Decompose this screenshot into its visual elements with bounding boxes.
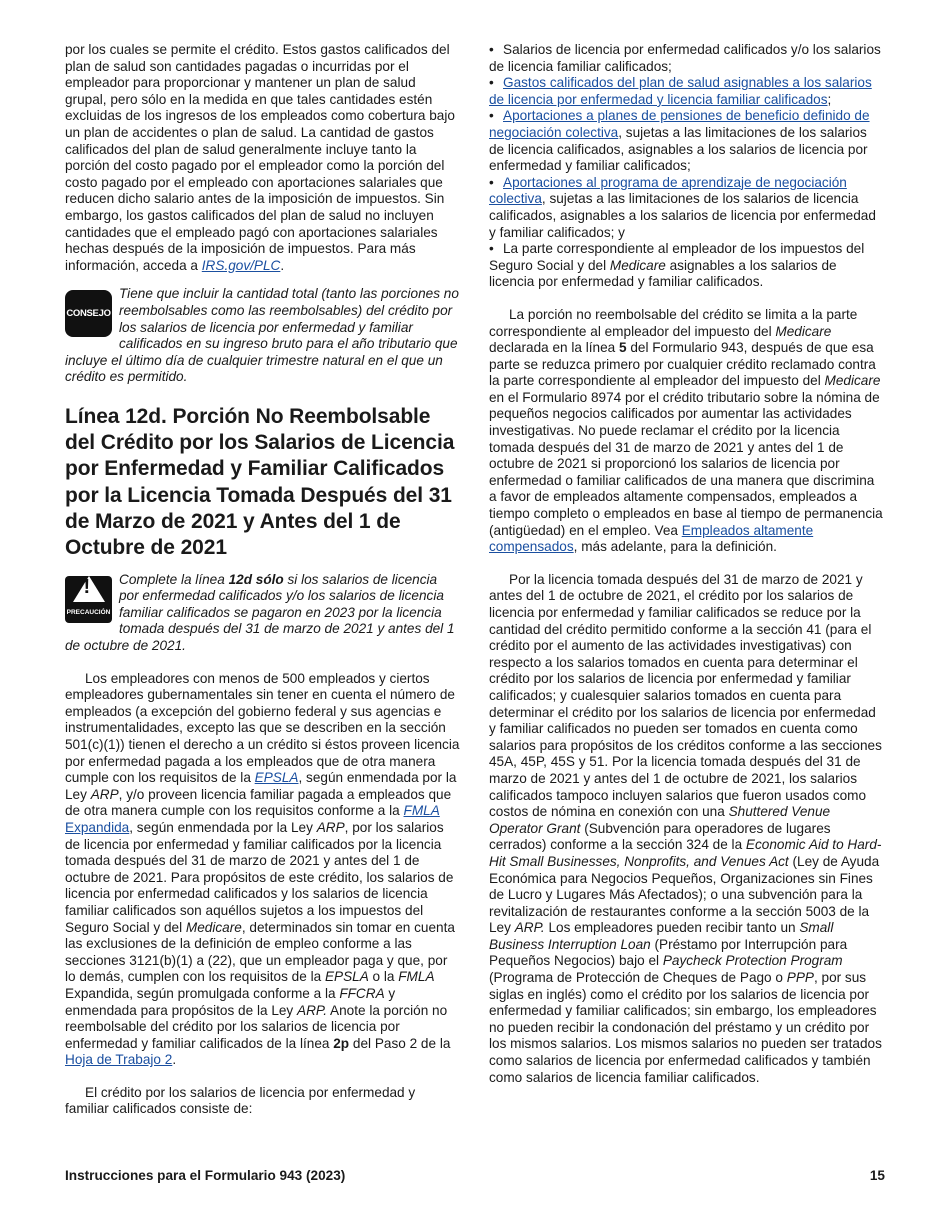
credit-components-list xyxy=(489,42,885,291)
paragraph-credit-reduction: Por la licencia tomada después del 31 de marzo de 2021 y antes del 1 de octubre de 2021, el crédito por los salarios de licencia por enfermedad y familiar calificados se reduce por la cantidad del crédito permitido conforme a la sección 41 (para el crédito por el aumento de las actividades investigativas) con respecto a los salarios tomados en cuenta para determinar el crédito por los salarios de licencia por enfermedad y familiar calificados; y cualesquier salarios tomados en cuenta para determinar el crédito por los salarios de licencia por enfermedad y familiar calificados no pueden ser tomados en cuenta como salarios para propósitos de los créditos conforme a las secciones 45A, 45P, 45S y 51. Por la licencia tomada después del 31 de marzo de 2021 y antes del 1 de octubre de 2021, los salarios calificados tampoco incluyen salarios que fueron usados como costos de nómina en conexión con una Shuttered Venue Operator Grant (Subvención para operadores de lugares cerrados) conforme a la sección 324 de la Economic Aid to Hard-Hit Small Businesses, Nonprofits, and Venues Act (Ley de Ayuda Económica para Negocios Pequeños, Organizaciones sin Fines de Lucro y Lugares Más Afectados); o una subvención para la revitalización de restaurantes conforme a la sección 5003 de la Ley ARP. Los empleadores pueden recibir tanto un Small Business Interruption Loan (Préstamo por Interrupción para Pequeños Negocios) bajo el Paycheck Protection Program (Programa de Protección de Cheques de Pago o PPP, por sus siglas en inglés) como el crédito por los salarios de licencia por enfermedad y familiar calificados; sin embargo, los empleadores no pueden recibir la condonación del préstamo y un crédito por los mismos salarios. Los mismos salarios no pueden ser tratados como salarios de licencia por enfermedad calificados y también como salarios de licencia familiar calificados. xyxy=(489,571,882,1085)
paragraph-employers: Los empleadores con menos de 500 empleados y ciertos empleadores gubernamentales sin tener en cuenta el número de empleados (a excepción del gobierno federal y sus agencias e instrumentalidades, excepto las que se describen en la sección 501(c)(1)) tienen el derecho a un crédito si éstos proveen licencia por enfermedad pagada a los empleados que de otra manera cumple con los requisitos de la EPSLA, según enmendada por la Ley ARP, y/o proveen licencia familiar pagada a empleados que de otra manera cumple con los requisitos conforme a la FMLA Expandida, según enmendada por la Ley ARP, por los salarios de licencia por enfermedad y familiar calificados por la licencia tomada después del 31 de marzo de 2021 y antes del 1 de octubre de 2021. Para propósitos de este crédito, los salarios de licencia por enfermedad calificados y los salarios de licencia familiar calificados son aquéllos sujetos a los impuestos del Seguro Social y del Medicare, determinados sin tomar en cuenta las exclusiones de la definición de empleo conforme a las secciones 3121(b)(1) a (22), que un empleador paga y que, por lo demás, cumplen con los requisitos de la EPSLA o la FMLA Expandida, según promulgada conforme a la FFCRA y enmendada para propósitos de la Ley ARP. Anote la porción no reembolsable del crédito por los salarios de licencia por enfermedad y familiar calificados de la línea 2p del Paso 2 de la Hoja de Trabajo 2. xyxy=(65,670,460,1068)
fmla-expandida-link[interactable]: FMLA Expandida xyxy=(65,803,440,835)
footer-title: Instrucciones para el Formulario 943 (2023) xyxy=(65,1168,346,1183)
highly-compensated-link[interactable]: Empleados altamente compensados xyxy=(489,522,814,555)
page-number: 15 xyxy=(869,1168,885,1183)
list-item: • La parte correspondiente al empleador de los impuestos del Seguro Social y del Medicare asignables a los salarios de licencia por enfermedad y familiar calificados. xyxy=(489,241,865,290)
tip-icon: CONSEJO xyxy=(65,290,112,337)
section-heading-12d: Línea 12d. Porción No Reembolsable del Crédito por los Salarios de Licencia por Enfermedad y Familiar Calificados por la Licencia Tomada Después del 31 de Marzo de 2021 y Antes del 1 de Octubre de 2021 xyxy=(65,404,455,560)
paragraph-nonrefundable-limit: La porción no reembolsable del crédito se limita a la parte correspondiente al empleador del impuesto del Medicare declarada en la línea 5 del Formulario 943, después de que esa parte se reduzca primero por cualquier crédito reclamado contra la parte correspondiente al empleador del impuesto del Medicare en el Formulario 8974 por el crédito tributario sobre la nómina de pequeños negocios calificados por aumentar las actividades investigativas. No puede reclamar el crédito por la licencia tomada después del 31 de marzo de 2021 y antes del 1 de octubre de 2021 si proporcionó los salarios de licencia por enfermedad o familiar calificados de una manera que discrimina a favor de empleados altamente compensados, empleados a tiempo completo o empleados en base al tiempo de permanencia (antigüedad) en el empleo. Vea Empleados altamente compensados, más adelante, para la definición. xyxy=(489,306,883,555)
paragraph-credit-consists: El crédito por los salarios de licencia por enfermedad y familiar calificados consiste de: xyxy=(65,1084,416,1117)
list-item: • Aportaciones al programa de aprendizaje de negociación colectiva, sujetas a las limitaciones de los salarios de licencia calificados, asignables a los salarios de licencia por enfermedad y familiar calificados; y xyxy=(489,174,876,240)
list-item: • Salarios de licencia por enfermedad calificados y/o los salarios de licencia familiar calificados; xyxy=(489,42,881,74)
right-column xyxy=(489,42,885,1086)
pension-contributions-link[interactable]: Aportaciones a planes de pensiones de beneficio definido de negociación colectiva xyxy=(489,108,870,140)
hoja-de-trabajo-2-link[interactable]: Hoja de Trabajo 2 xyxy=(65,1052,173,1068)
tip-note: CONSEJO Tiene que incluir la cantidad total (tanto las porciones no reembolsables como las reembolsables) del crédito por los salarios de licencia por enfermedad y familiar calificados en su ingreso bruto para el año tributario que incluye el último día de cualquier trimestre natural en el que un crédito es permitido. xyxy=(65,286,459,385)
left-column xyxy=(65,42,460,1118)
caution-note: ! PRECAUCIÓN Complete la línea 12d sólo si los salarios de licencia por enfermedad calificados y/o los salarios de licencia familiar calificados se pagaron en 2023 por la licencia tomada después del 31 de marzo de 2021 y antes del 1 de octubre de 2021. xyxy=(65,571,455,654)
epsla-link[interactable]: EPSLA xyxy=(254,770,299,786)
paragraph-health-plan: por los cuales se permite el crédito. Estos gastos calificados del plan de salud son cantidades pagadas o incurridas por el empleador para proporcionar y mantener un plan de salud grupal, pero sólo en la medida en que tales cantidades estén excluidas de los ingresos de los empleados como cobertura bajo un plan de accidentes o plan de salud. La cantidad de gastos calificados del plan de salud generalmente incluye tanto la porción del costo pagado por el empleador como la porción del costo pagado por el empleado con aportaciones salariales que reducen dicho salario antes de la imposición de impuestos. Sin embargo, los gastos calificados del plan de salud no incluyen cantidades que el empleado pagó con aportaciones salariales hechas después de la imposición de impuestos. Para más información, acceda a IRS.gov/PLC. xyxy=(65,42,455,273)
list-item: • Gastos calificados del plan de salud asignables a los salarios de licencia por enfermedad y licencia familiar calificados; xyxy=(489,75,872,107)
apprenticeship-contributions-link[interactable]: Aportaciones al programa de aprendizaje de negociación colectiva xyxy=(489,174,847,207)
health-plan-expenses-link[interactable]: Gastos calificados del plan de salud asignables a los salarios de licencia por enfermedad y licencia familiar calificados xyxy=(489,75,872,107)
list-item: • Aportaciones a planes de pensiones de beneficio definido de negociación colectiva, sujetas a las limitaciones de los salarios de licencia calificados, asignables a los salarios de licencia por enfermedad y familiar calificados; xyxy=(489,108,870,174)
caution-icon: ! PRECAUCIÓN xyxy=(65,576,112,623)
irs-plc-link[interactable]: IRS.gov/PLC xyxy=(201,257,281,273)
